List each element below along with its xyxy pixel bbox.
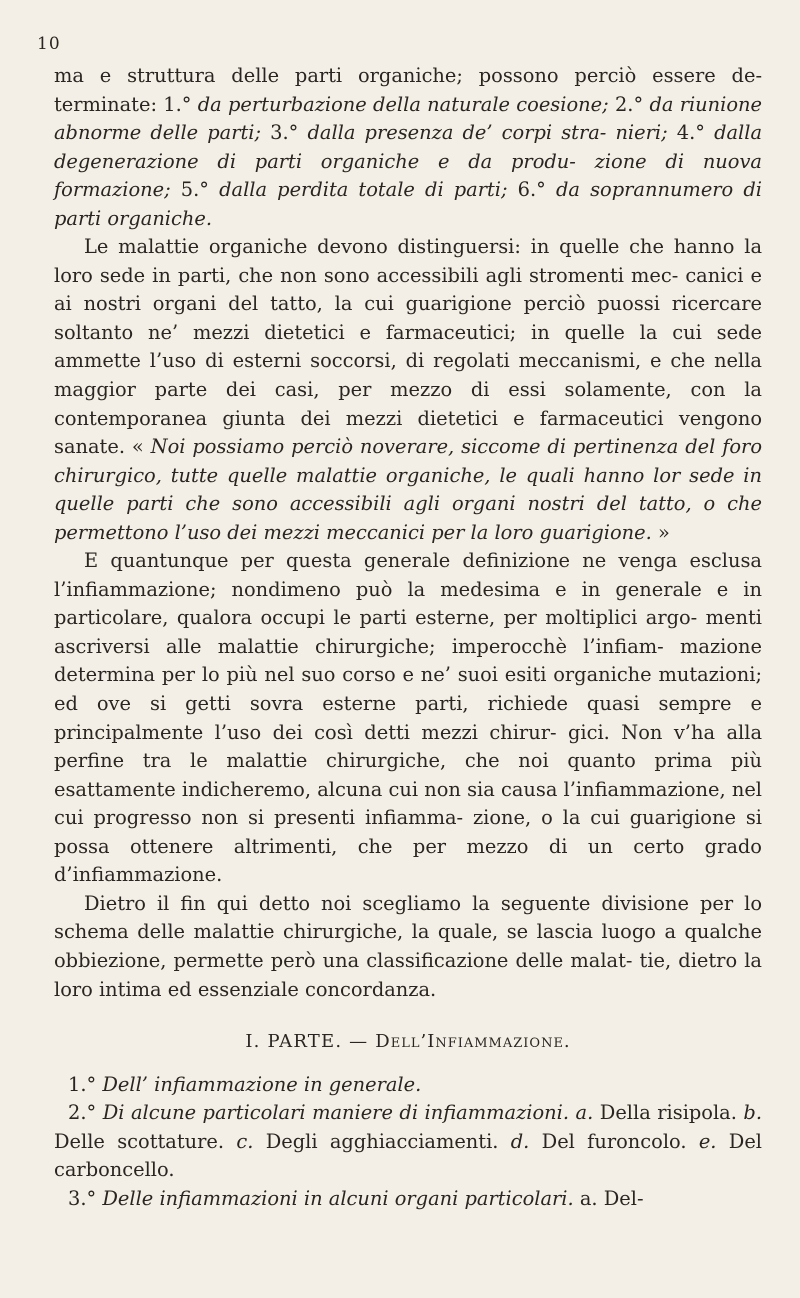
para1-text-4: 4.° [676,121,715,145]
para1-italic-4: dalla degenerazione di parti organiche e da produ- zione di nuova formazione; [54,121,762,202]
subitem-letter: e. [698,1129,729,1153]
subitem-letter: a. [569,1101,600,1125]
subitem-letter: d. [510,1129,542,1153]
list-item [54,1185,762,1214]
list-item [54,1071,762,1100]
paragraph-organic-diseases [54,233,762,547]
subitem-text: a. Del- [573,1186,644,1210]
para2-text-2: » [651,520,670,544]
subitem-text: Degli agghiacciamenti. [265,1129,511,1153]
para1-text-1: ma e struttura delle parti organiche; possono perciò essere de- terminate: 1.° [54,64,762,116]
section-part-label: I. PARTE. — [245,1031,376,1053]
subitem-text: Della risipola. [599,1101,744,1125]
list-item [54,1099,762,1185]
list-item-number: 2.° [68,1101,103,1125]
para1-italic-2: da riunione abnorme delle parti; [54,92,762,145]
subitem-text: Del furoncolo. [541,1129,699,1153]
page-number: 10 [37,34,61,54]
para2-text-1: Le malattie organiche devono distinguersi: in quelle che hanno la loro sede in parti, che non sono accessibili agli stromenti mec- canici e ai nostri organi del tatto, la cui guarigione perciò puossi ricercare soltanto ne’ mezzi dietetici e farmaceutici; in quelle la cui sede ammette l’uso di esterni soccorsi, di regolati meccanismi, e che nella maggior parte dei casi, per mezzo di essi solamente, con la contemporanea giunta dei mezzi dietetici e farmaceutici vengono sanate. « [54,235,762,459]
para1-italic-1: da perturbazione della naturale coesione; [197,92,615,116]
section-heading [54,1028,762,1057]
subitem-text: Delle scottature. [54,1129,237,1153]
para1-italic-3: dalla presenza de’ corpi stra- nieri; [307,121,677,145]
paragraph-inflammation: E quantunque per questa generale definizione ne venga esclusa l’infiammazione; nondimeno può la medesima e in generale e in particolare, qualora occupi le parti esterne, per moltiplici argo- menti ascriversi alle malattie chirurgiche; imperocchè l’infiam- mazione determina per lo più nel suo corso e ne’ suoi esiti organiche mutazioni; ed ove si getti sovra esterne parti, richiede quasi sempre e principalmente l’uso dei così detti mezzi chirur- gici. Non v’ha alla perfine tra le malattie chirurgiche, che noi quanto prima più esattamente indicheremo, alcuna cui non sia causa l’infiammazione, nel cui progresso non si presenti infiamma- zione, o la cui guarigione si possa ottenere altrimenti, che per mezzo di un certo grado d’infiammazione. [54,549,762,887]
subitem-letter: c. [236,1129,266,1153]
para1-text-5: 5.° [180,178,220,202]
list-item-title: Delle infiammazioni in alcuni organi particolari. [102,1186,574,1210]
para2-quote: Noi possiamo perciò noverare, siccome di pertinenza del foro chirurgico, tutte quelle malattie organiche, le quali hanno lor sede in quelle parti che sono accessibili agli organi nostri del tatto, o che permettono l’uso dei mezzi meccanici per la loro guarigione. [54,435,762,544]
para1-text-3: 3.° [270,121,308,145]
list-item-number: 3.° [68,1186,103,1210]
para1-italic-6: da soprannumero di parti organiche. [54,178,762,230]
contents-list [54,1071,762,1214]
subitem-letter: b. [743,1101,762,1125]
para1-text-2: 2.° [614,92,650,116]
paragraph-division: Dietro il fin qui detto noi scegliamo la seguente divisione per lo schema delle malattie chirurgiche, la quale, se lascia luogo a qualche obbiezione, permette però una classificazione delle malat- tie, dietro la loro intima ed essenziale concordanza. [54,891,762,1001]
subitem-text: Del carboncello. [54,1129,763,1182]
list-item-number: 1.° [68,1072,103,1096]
list-item-title: Di alcune particolari maniere di infiammazioni. [102,1101,570,1125]
section-title: Dell’Infiammazione. [375,1031,571,1053]
list-item-title: Dell’ infiammazione in generale. [102,1072,422,1096]
para1-italic-5: dalla perdita totale di parti; [219,178,518,202]
para1-text-6: 6.° [517,178,556,202]
page-body [54,62,762,1213]
paragraph-classification [54,62,762,233]
